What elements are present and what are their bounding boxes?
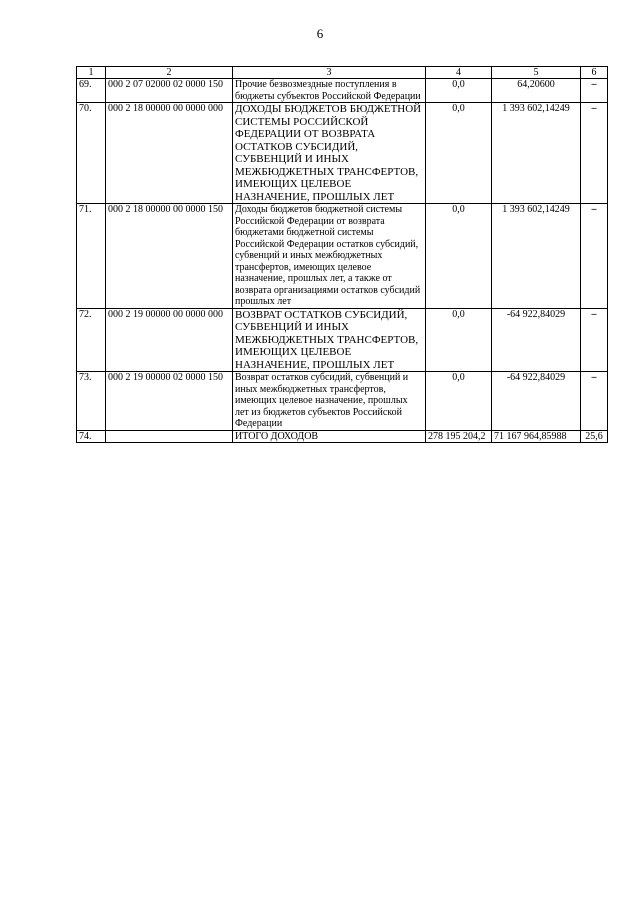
execution-percent: –: [581, 204, 608, 309]
column-header: 6: [581, 67, 608, 79]
total-row-number: 74.: [77, 430, 106, 443]
execution-value: -64 922,84029: [492, 308, 581, 372]
execution-percent: –: [581, 372, 608, 431]
execution-percent: –: [581, 308, 608, 372]
execution-value: 1 393 602,14249: [492, 103, 581, 204]
execution-value: -64 922,84029: [492, 372, 581, 431]
plan-value: 0,0: [426, 372, 492, 431]
row-number: 70.: [77, 103, 106, 204]
total-execution-value: 71 167 964,85988: [492, 430, 581, 443]
budget-code: 000 2 19 00000 00 0000 000: [106, 308, 233, 372]
execution-percent: –: [581, 79, 608, 103]
revenue-name: Доходы бюджетов бюджетной системы Российской Федерации от возврата бюджетами бюджетной системы Российской Федерации остатков субсидий, субвенций и иных межбюджетных трансфертов, имеющих целевое назначение, прошлых лет, а также от возврата организациями остатков субсидий прошлых лет: [233, 204, 426, 309]
page-number: 6: [316, 26, 324, 41]
plan-value: 0,0: [426, 103, 492, 204]
execution-value: 1 393 602,14249: [492, 204, 581, 309]
budget-code: 000 2 19 00000 02 0000 150: [106, 372, 233, 431]
total-plan-value: 278 195 204,2: [426, 430, 492, 443]
column-header: 4: [426, 67, 492, 79]
execution-percent: –: [581, 103, 608, 204]
row-number: 69.: [77, 79, 106, 103]
column-header: 1: [77, 67, 106, 79]
execution-value: 64,20600: [492, 79, 581, 103]
table-row: [77, 372, 608, 431]
row-number: 73.: [77, 372, 106, 431]
table-row: [77, 204, 608, 309]
revenue-name: Возврат остатков субсидий, субвенций и иных межбюджетных трансфертов, имеющих целевое назначение, прошлых лет из бюджетов субъектов Российской Федерации: [233, 372, 426, 431]
table-row: [77, 79, 608, 103]
budget-code: 000 2 18 00000 00 0000 150: [106, 204, 233, 309]
column-header: 2: [106, 67, 233, 79]
revenue-name: ВОЗВРАТ ОСТАТКОВ СУБСИДИЙ, СУБВЕНЦИЙ И ИНЫХ МЕЖБЮДЖЕТНЫХ ТРАНСФЕРТОВ, ИМЕЮЩИХ ЦЕЛЕВОЕ НАЗНАЧЕНИЕ, ПРОШЛЫХ ЛЕТ: [233, 308, 426, 372]
table-body: [77, 79, 608, 443]
revenue-table: [76, 66, 608, 443]
total-execution-percent: 25,6: [581, 430, 608, 443]
revenue-name: Прочие безвозмездные поступления в бюджеты субъектов Российской Федерации: [233, 79, 426, 103]
budget-code: 000 2 18 00000 00 0000 000: [106, 103, 233, 204]
total-budget-code: [106, 430, 233, 443]
column-header: 3: [233, 67, 426, 79]
table-row: [77, 103, 608, 204]
total-row: [77, 430, 608, 443]
budget-code: 000 2 07 02000 02 0000 150: [106, 79, 233, 103]
plan-value: 0,0: [426, 79, 492, 103]
table-row: [77, 308, 608, 372]
row-number: 72.: [77, 308, 106, 372]
plan-value: 0,0: [426, 308, 492, 372]
row-number: 71.: [77, 204, 106, 309]
total-label: ИТОГО ДОХОДОВ: [233, 430, 426, 443]
table-header: [77, 67, 608, 79]
column-header: 5: [492, 67, 581, 79]
revenue-name: ДОХОДЫ БЮДЖЕТОВ БЮДЖЕТНОЙ СИСТЕМЫ РОССИЙСКОЙ ФЕДЕРАЦИИ ОТ ВОЗВРАТА ОСТАТКОВ СУБСИДИЙ, СУБВЕНЦИЙ И ИНЫХ МЕЖБЮДЖЕТНЫХ ТРАНСФЕРТОВ, ИМЕЮЩИХ ЦЕЛЕВОЕ НАЗНАЧЕНИЕ, ПРОШЛЫХ ЛЕТ: [233, 103, 426, 204]
plan-value: 0,0: [426, 204, 492, 309]
